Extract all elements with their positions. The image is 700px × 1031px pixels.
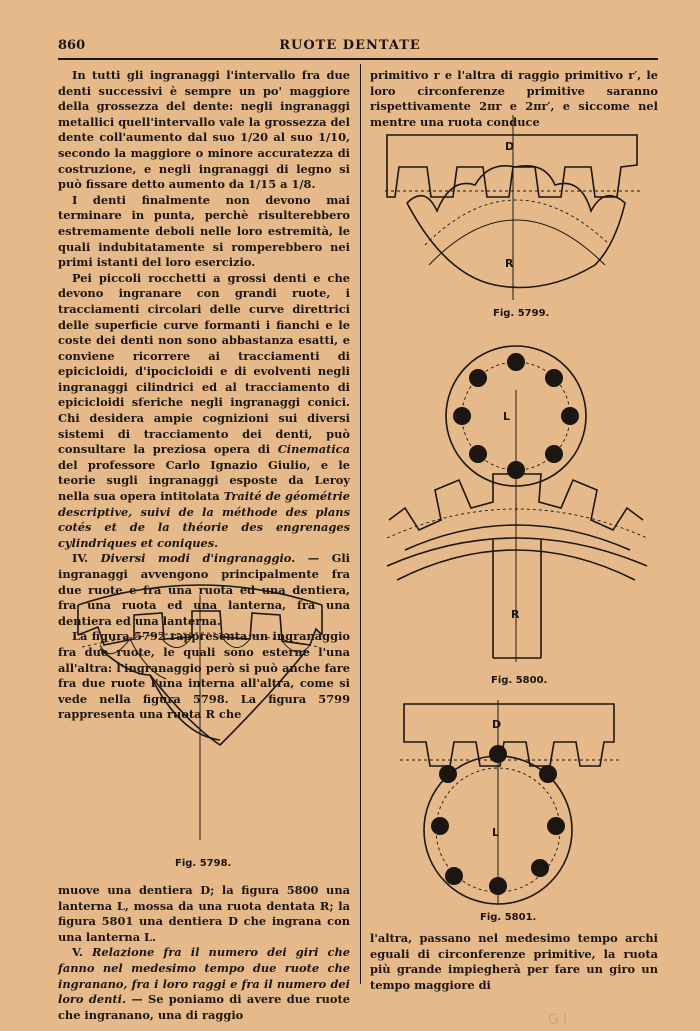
figure-5799 bbox=[385, 115, 645, 305]
caption-fig-5801: Fig. 5801. bbox=[480, 912, 537, 923]
header-rule bbox=[58, 58, 658, 60]
text-fragment: Pei piccoli rocchetti a grossi denti e che devono ingranare con grandi ruote, i tracciamenti circolari delle curve direttrici delle superficie curve formanti i fianchi e le coste dei denti non sono abbastanza esatti, e conviene ricorrere ai tracciamenti di epicicloidi, d'ipocicloidi e di evolventi negli ingranaggi cilindrici ed al tracciamento di epicicloidi sferiche negli ingranaggi conici. Chi desidera ampie cognizioni sui diversi sistemi di tracciamento dei denti, può consultare la preziosa opera di bbox=[58, 270, 350, 457]
caption-fig-5800: Fig. 5800. bbox=[491, 675, 548, 686]
section-heading: Diversi modi d'ingranaggio. bbox=[100, 551, 296, 566]
label-r-5799: R bbox=[505, 257, 514, 270]
book-title-leroy: Traité de géométrie descriptive, suivi de la méthode des plans cotés et de la théorie des engrenages cylindriques et coniques. bbox=[58, 489, 350, 550]
paragraph-figure-refs: La figura 5792 rappresenta un ingranaggio fra due ruote, le quali sono esterne l'una all'altra: l'ingranaggio però si può anche fare fra due ruote l'una interna all'altra, come si vede nella figura 5798. La figura 5799 rappresenta una ruota R che bbox=[58, 629, 350, 722]
paragraph-figure-refs-continued: muove una dentiera D; la figura 5800 una lanterna L, mossa da una ruota dentata R; la figura 5801 una dentiera D che ingrana con una lanterna L. bbox=[58, 883, 350, 944]
label-r-5800: R bbox=[511, 608, 520, 621]
label-d-5801: D bbox=[492, 718, 502, 731]
text-fragment: — Se poniamo di avere due ruote che ingranano, una di raggio bbox=[58, 992, 350, 1022]
text-fragment: del professore Carlo Ignazio Giulio, e le teorie sugli ingranaggi esposte da Leroy nella sua opera intitolata bbox=[58, 457, 350, 504]
section-number: IV. bbox=[72, 551, 89, 566]
figure-5801 bbox=[400, 700, 620, 910]
watermark: G l bbox=[548, 1012, 568, 1028]
page-number: 860 bbox=[58, 38, 86, 53]
column-divider bbox=[360, 64, 361, 984]
paragraph-tooth-tips: I denti finalmente non devono mai terminare in punta, perchè risulterebbero estremamente deboli nelle loro estremità, le quali indubitatamente si romperebbero nei primi istanti del loro esercizio. bbox=[58, 192, 350, 270]
section-number: V. bbox=[72, 945, 83, 960]
paragraph-primitive-radius: primitivo r e l'altra di raggio primitivo r′, le loro circonferenze primitive saranno rispettivamente 2πr e 2πr′, e siccome nel mentre una ruota conduce bbox=[370, 68, 658, 129]
left-column-bottom-text bbox=[58, 883, 350, 1023]
caption-fig-5798: Fig. 5798. bbox=[175, 858, 232, 869]
label-l-5801: L bbox=[492, 826, 500, 839]
book-title-cinematica: Cinematica bbox=[277, 442, 350, 457]
section-heading: Relazione fra il numero dei giri che fanno nel medesimo tempo due ruote che ingranano, fra i loro raggi e fra il numero dei loro denti. bbox=[58, 945, 350, 1007]
paragraph-section-v bbox=[58, 945, 350, 1023]
paragraph-small-pinions bbox=[58, 271, 350, 552]
caption-fig-5799: Fig. 5799. bbox=[493, 308, 550, 319]
running-title: RUOTE DENTATE bbox=[279, 38, 421, 53]
right-column-bottom-text bbox=[370, 931, 658, 993]
label-d-5799: D bbox=[505, 140, 515, 153]
paragraph-tooth-gap: In tutti gli ingranaggi l'intervallo fra due denti successivi è sempre un po' maggiore della grossezza del dente: negli ingranaggi metallici quell'intervallo vale la grossezza del dente coll'aumento dal suo 1/20 al suo 1/10, secondo la maggiore o minore accuratezza di costruzione, e negli ingranaggi di legno si può fissare detto aumento da 1/15 a 1/8. bbox=[58, 68, 350, 192]
text-fragment: — Gli ingranaggi avvengono principalmente fra due ruote e fra una ruota ed una dentiera, fra una ruota ed una lanterna, fra una dentiera ed una lanterna. bbox=[58, 551, 350, 628]
figure-5800 bbox=[385, 340, 655, 670]
paragraph-revolution-time: l'altra, passano nel medesimo tempo archi eguali di circonferenze primitive, la ruota più grande impiegherà per fare un giro un tempo maggiore di bbox=[370, 931, 658, 992]
label-l-5800: L bbox=[503, 410, 511, 423]
figure-5798 bbox=[70, 575, 330, 845]
